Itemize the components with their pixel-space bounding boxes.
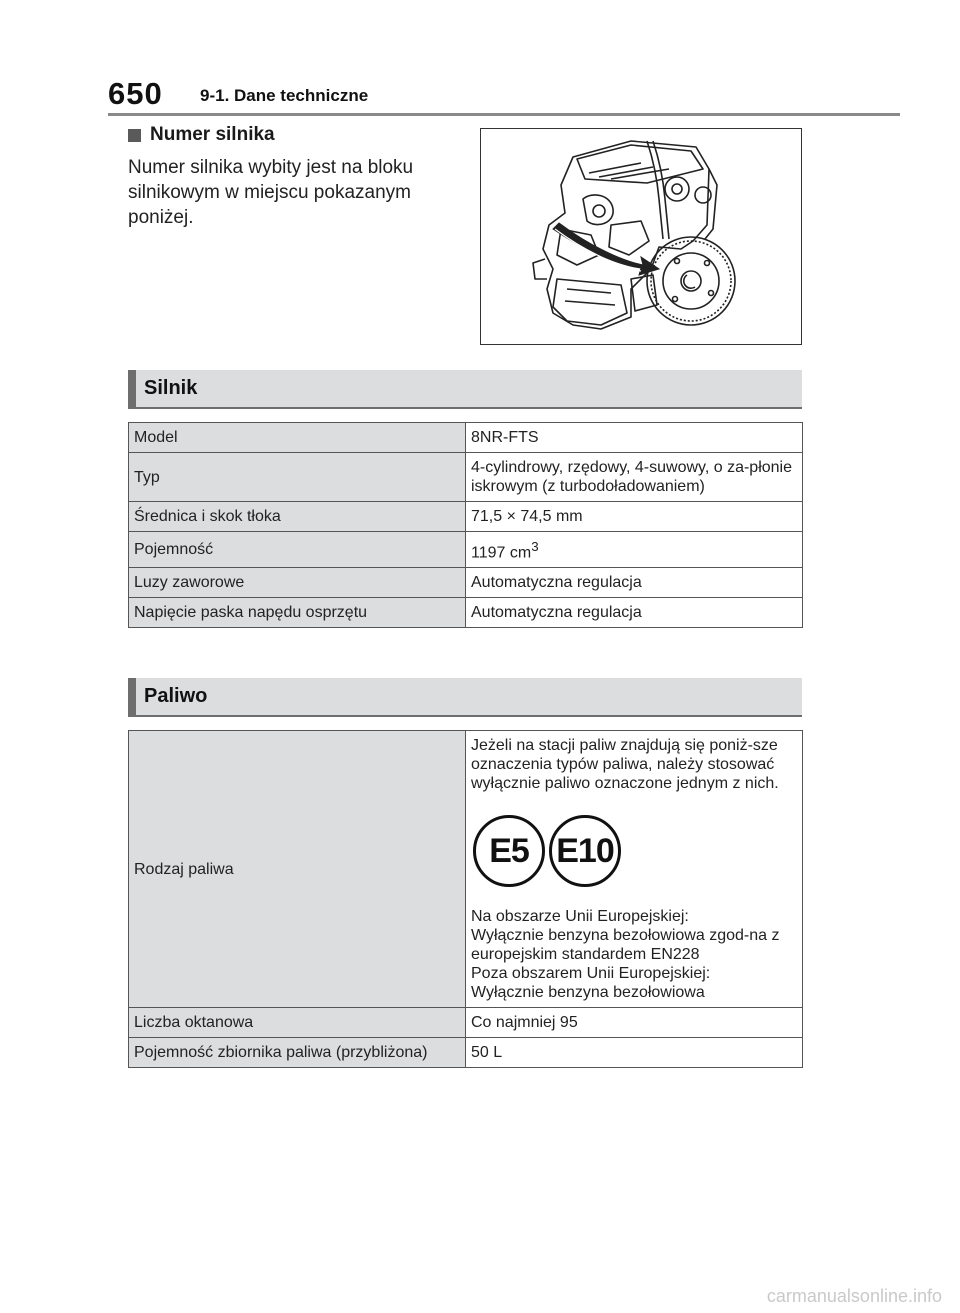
engine-number-title: Numer silnika [150,124,275,145]
row-value: 71,5 × 74,5 mm [466,502,803,532]
chapter-title: 9-1. Dane techniczne [200,86,369,105]
displacement-value: 1197 cm [471,544,532,562]
engine-drawing-icon [481,129,801,344]
square-bullet-icon [128,129,141,142]
fuel-note-line: Na obszarze Unii Europejskiej: [471,908,689,925]
section-marker [128,370,136,407]
row-label: Pojemność [129,532,466,568]
section-marker [128,678,136,715]
row-label: Rodzaj paliwa [129,731,466,1008]
row-value [466,532,803,568]
row-label: Luzy zaworowe [129,568,466,598]
row-value [466,731,803,1008]
page-number: 650 [108,76,163,111]
row-value: 50 L [466,1038,803,1068]
table-row [129,453,803,502]
section-title-engine: Silnik [144,377,198,399]
table-row [129,731,803,1008]
table-row [129,532,803,568]
table-row [129,568,803,598]
section-header-fuel [128,678,802,717]
row-label: Pojemność zbiornika paliwa (przybliżona) [129,1038,466,1068]
engine-illustration [480,128,802,345]
table-row [129,1008,803,1038]
engine-spec-table [128,422,803,628]
fuel-note-line: Wyłącznie benzyna bezołowiowa [471,984,705,1001]
table-row [129,423,803,453]
fuel-notes [471,907,796,1002]
row-label: Typ [129,453,466,502]
section-header-engine [128,370,802,409]
watermark: carmanualsonline.info [766,1286,942,1306]
row-label: Model [129,423,466,453]
engine-number-description: Numer silnika wybity jest na bloku silnikowym w miejscu pokazanym poniżej. [128,157,414,228]
row-value: Automatyczna regulacja [466,568,803,598]
fuel-badges [473,815,796,887]
page-header [0,0,960,116]
engine-number-heading [128,124,275,146]
row-value: 4-cylindrowy, rzędowy, 4-suwowy, o za-płonie iskrowym (z turbodoładowaniem) [466,453,803,502]
row-label: Napięcie paska napędu osprzętu [129,598,466,628]
fuel-spec-table [128,730,803,1068]
row-label: Średnica i skok tłoka [129,502,466,532]
row-value: Automatyczna regulacja [466,598,803,628]
row-label: Liczba oktanowa [129,1008,466,1038]
fuel-badge-e10-icon: E10 [549,815,621,887]
table-row [129,1038,803,1068]
fuel-note-line: Poza obszarem Unii Europejskiej: [471,965,711,982]
table-row [129,598,803,628]
row-value: Co najmniej 95 [466,1008,803,1038]
fuel-note-line: Wyłącznie benzyna bezołowiowa zgod-na z europejskim standardem EN228 [471,927,780,963]
fuel-badge-e5-icon: E5 [473,815,545,887]
table-row [129,502,803,532]
displacement-unit-exponent: 3 [531,539,539,554]
fuel-type-description: Jeżeli na stacji paliw znajdują się poniż-sze oznaczenia typów paliwa, należy stosować wyłącznie paliwo oznaczone jednym z nich. [471,737,779,792]
pointer-arrow-icon [553,223,659,275]
header-divider [108,113,900,116]
row-value: 8NR-FTS [466,423,803,453]
section-title-fuel: Paliwo [144,685,208,707]
